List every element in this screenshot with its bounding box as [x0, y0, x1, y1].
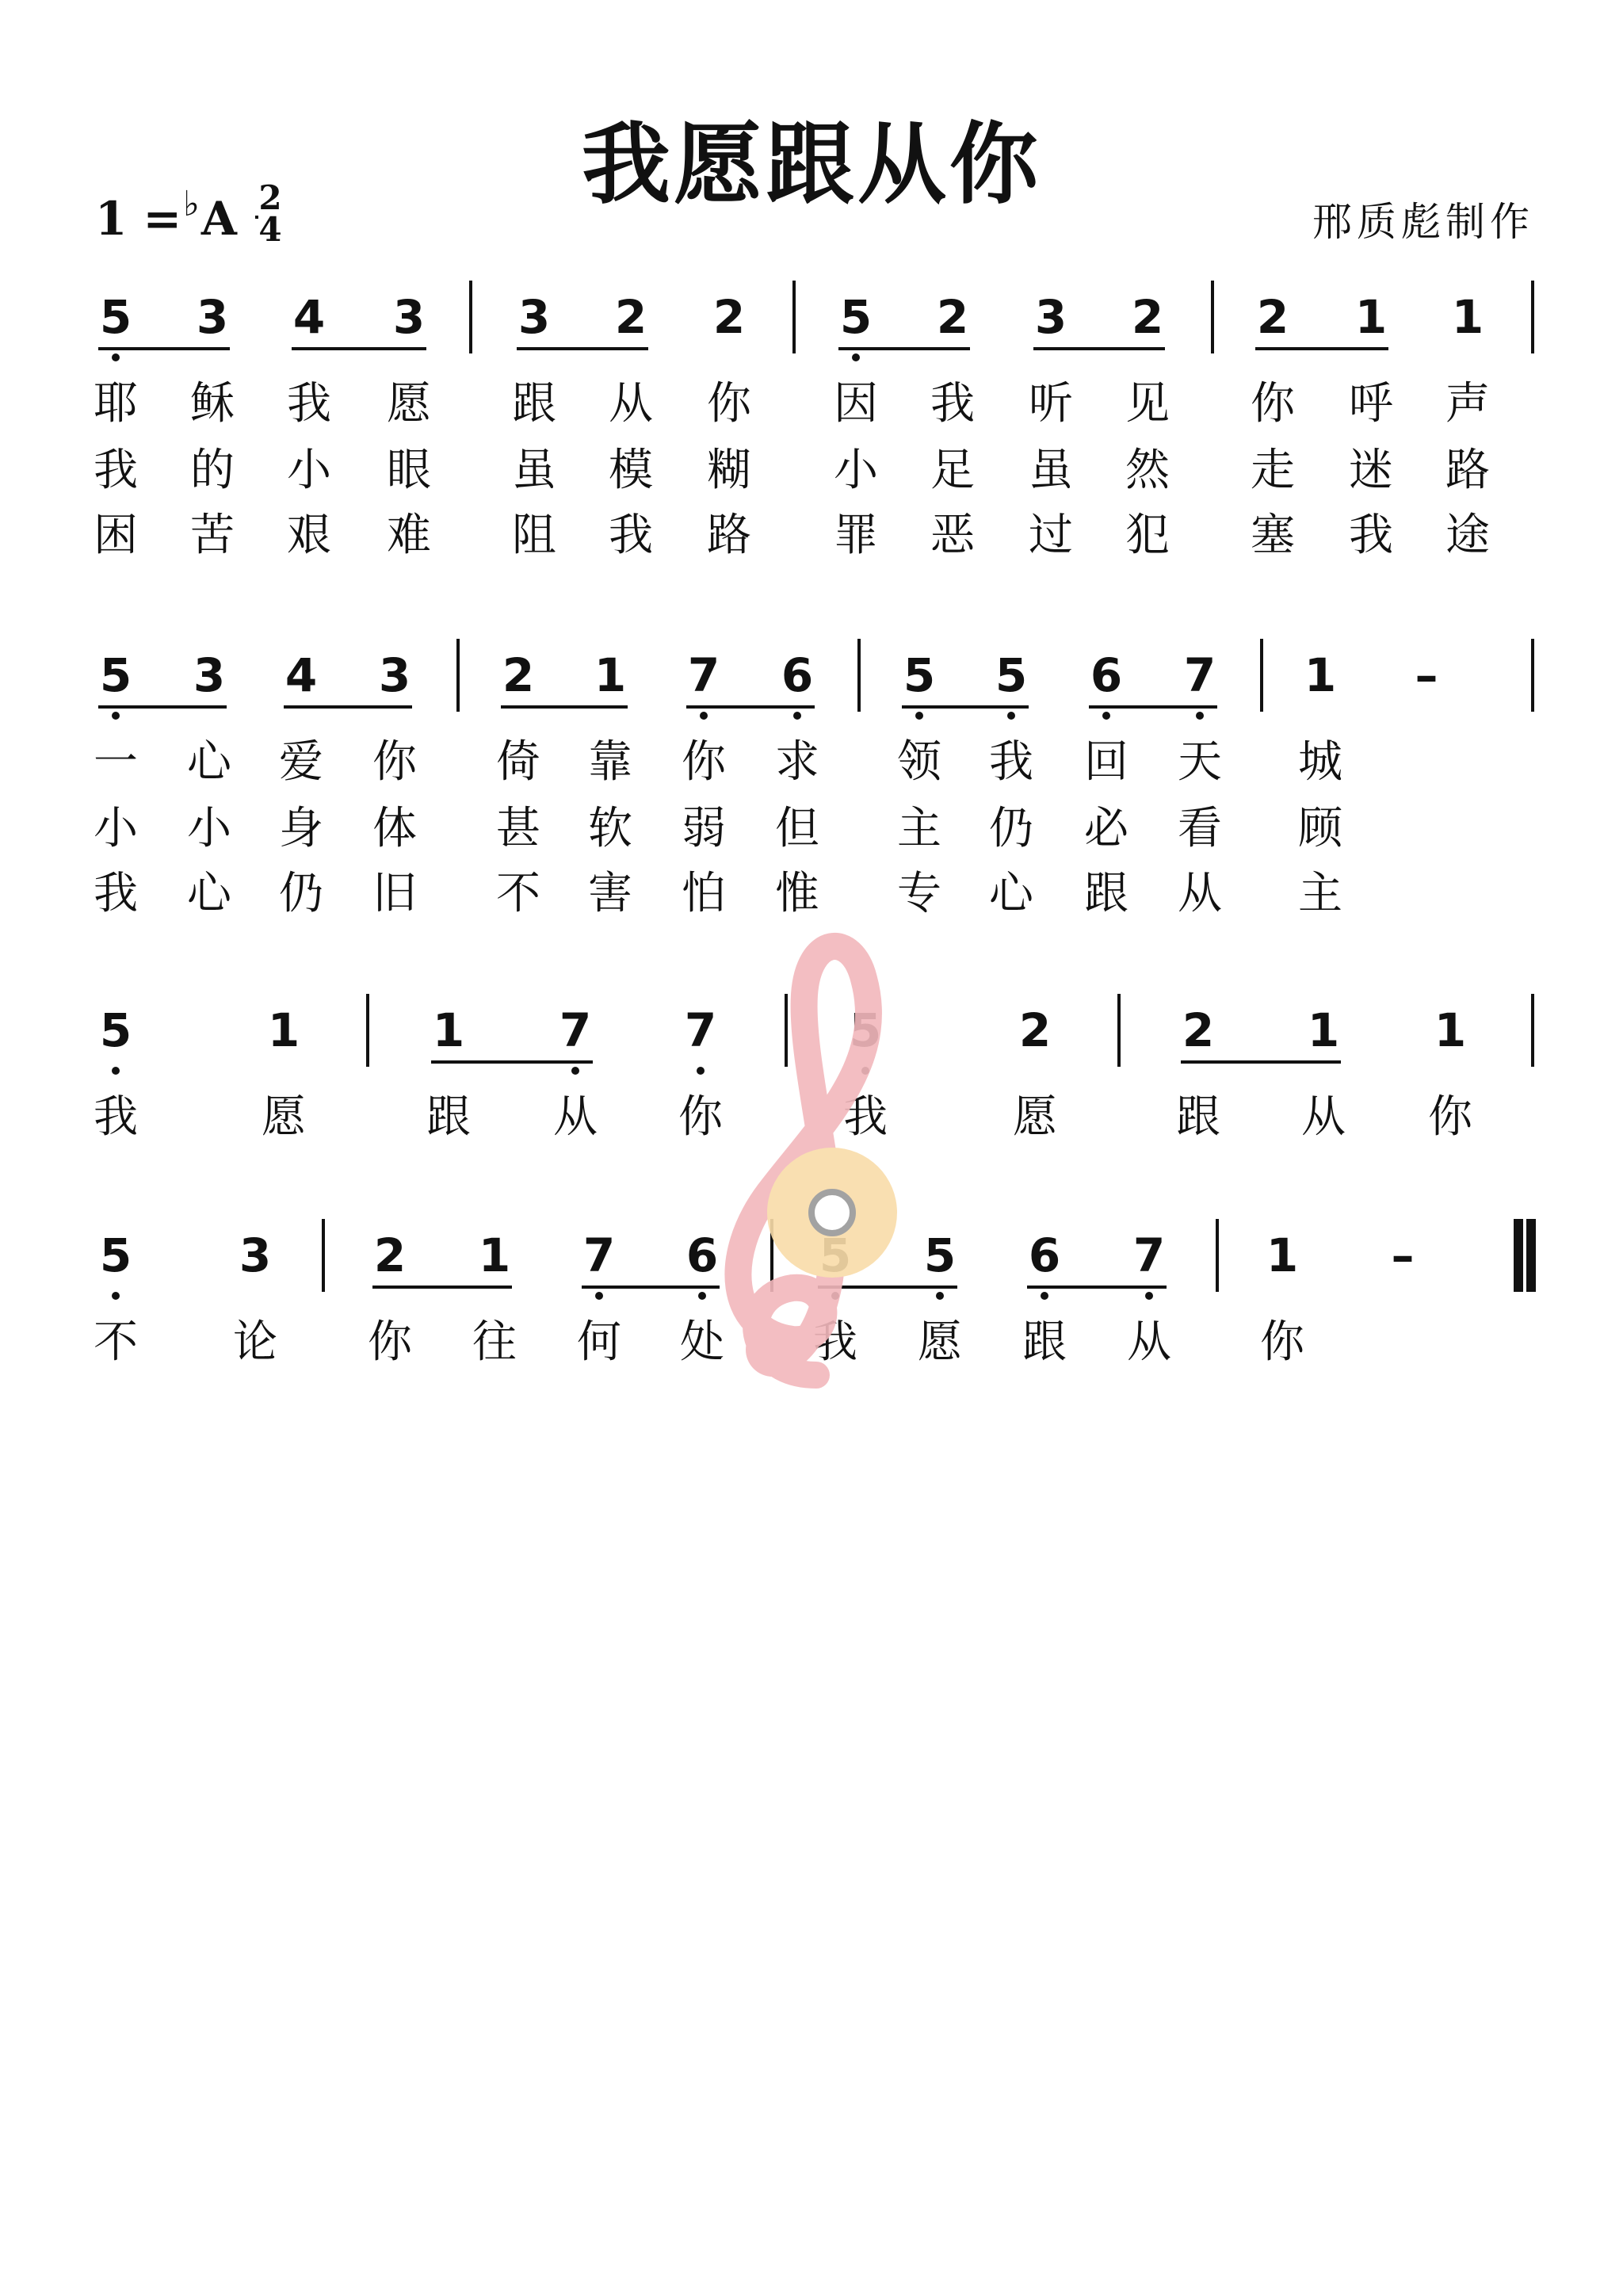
lyric-char: 求 — [775, 736, 819, 788]
time-signature-line — [255, 216, 258, 219]
note: 1 — [432, 1003, 465, 1057]
time-signature — [252, 178, 288, 249]
lyric-char: 从 — [1178, 868, 1222, 919]
lyric-char: 怕 — [682, 868, 726, 919]
lyric-char: 你 — [368, 1316, 412, 1368]
lyric-char: 跟 — [426, 1091, 471, 1143]
lyric-char: 从 — [609, 378, 653, 430]
lyric-char: 足 — [930, 445, 975, 496]
note: 3 — [239, 1228, 272, 1282]
note: 1 — [1307, 1003, 1340, 1057]
lyric-char: 你 — [1428, 1091, 1472, 1143]
lyric-char: 必 — [1084, 803, 1128, 854]
lyric-char: 往 — [472, 1316, 517, 1368]
barline — [1260, 639, 1263, 712]
note: 2 — [614, 290, 647, 344]
low-octave-dot — [1102, 712, 1110, 720]
eighth-beam — [431, 1060, 593, 1064]
lyric-char: 专 — [897, 868, 941, 919]
note: 1 — [1304, 648, 1337, 702]
song-title: 我愿跟从你 — [582, 113, 1041, 216]
key-prefix: 1 = — [95, 192, 182, 246]
lyric-char: 因 — [834, 378, 878, 430]
lyric-char: 软 — [588, 803, 632, 854]
eighth-beam — [501, 705, 628, 709]
eighth-beam — [686, 705, 815, 709]
lyric-char: 我 — [989, 736, 1033, 788]
eighth-beam — [292, 347, 426, 350]
lyric-char: 虽 — [512, 445, 556, 496]
barline — [1216, 1219, 1219, 1292]
note: 1 — [267, 1003, 300, 1057]
lyric-char: 跟 — [1084, 868, 1128, 919]
low-octave-dot — [852, 353, 860, 361]
lyric-char: 仍 — [279, 868, 323, 919]
lyric-char: 愿 — [1013, 1091, 1057, 1143]
note: 2 — [1131, 290, 1164, 344]
lyric-char: 你 — [682, 736, 726, 788]
low-octave-dot — [112, 712, 120, 720]
note: 5 — [99, 1228, 132, 1282]
lyric-char: 糊 — [707, 445, 751, 496]
lyric-char: 从 — [1301, 1091, 1346, 1143]
note: 3 — [1034, 290, 1067, 344]
eighth-beam — [98, 347, 230, 350]
lyric-char: 塞 — [1251, 510, 1295, 561]
note: 2 — [1256, 290, 1289, 344]
note: 5 — [903, 648, 936, 702]
lyric-char: 小 — [94, 803, 138, 854]
lyric-char: 旧 — [372, 868, 417, 919]
note: 3 — [193, 648, 226, 702]
eighth-beam — [1033, 347, 1165, 350]
low-octave-dot — [595, 1292, 603, 1300]
note: 6 — [781, 648, 814, 702]
lyric-char: 我 — [1349, 510, 1393, 561]
lyric-char: 跟 — [512, 378, 556, 430]
lyric-char: 我 — [94, 1091, 138, 1143]
lyric-char: 我 — [813, 1316, 857, 1368]
low-octave-dot — [571, 1067, 579, 1075]
eighth-beam — [1027, 1286, 1167, 1289]
lyric-char: 走 — [1251, 445, 1295, 496]
note: 7 — [582, 1228, 616, 1282]
eighth-beam — [284, 705, 412, 709]
lyric-char: 模 — [609, 445, 653, 496]
lyric-char: 你 — [1260, 1316, 1304, 1368]
lyric-char: 一 — [94, 736, 138, 788]
lyric-char: 我 — [94, 868, 138, 919]
lyric-char: 我 — [287, 378, 331, 430]
key-letter: A — [200, 192, 237, 246]
barline — [469, 281, 472, 353]
time-signature-top: 2 — [258, 178, 282, 217]
lyric-char: 我 — [930, 378, 975, 430]
note: 3 — [392, 290, 426, 344]
lyric-char: 跟 — [1022, 1316, 1067, 1368]
low-octave-dot — [1007, 712, 1015, 720]
lyric-char: 天 — [1178, 736, 1222, 788]
key-signature — [95, 184, 237, 246]
lyric-char: 惟 — [775, 868, 819, 919]
lyric-char: 路 — [707, 510, 751, 561]
note: 5 — [849, 1003, 882, 1057]
lyric-char: 愿 — [262, 1091, 306, 1143]
lyric-char: 我 — [843, 1091, 888, 1143]
lyric-char: 耶 — [94, 378, 138, 430]
barline — [792, 281, 796, 353]
lyric-char: 你 — [678, 1091, 723, 1143]
note: 4 — [285, 648, 318, 702]
lyric-char: 从 — [553, 1091, 598, 1143]
lyric-char: 小 — [287, 445, 331, 496]
time-signature-bottom: 4 — [258, 210, 282, 249]
low-octave-dot — [112, 1292, 120, 1300]
lyric-char: 听 — [1029, 378, 1073, 430]
note: 5 — [99, 648, 132, 702]
lyric-char: 论 — [233, 1316, 277, 1368]
lyric-char: 的 — [190, 445, 235, 496]
lyric-char: 途 — [1445, 510, 1490, 561]
lyric-char: 处 — [680, 1316, 724, 1368]
lyric-char: 迷 — [1349, 445, 1393, 496]
lyric-char: 困 — [94, 510, 138, 561]
credit-text: 邢质彪制作 — [1312, 199, 1534, 245]
lyric-char: 你 — [707, 378, 751, 430]
eighth-beam — [838, 347, 970, 350]
eighth-beam — [517, 347, 648, 350]
lyric-char: 主 — [897, 803, 941, 854]
lyric-char: 犯 — [1125, 510, 1170, 561]
lyric-char: 罪 — [834, 510, 878, 561]
lyric-char: 你 — [372, 736, 417, 788]
lyric-char: 仍 — [989, 803, 1033, 854]
note: 6 — [1028, 1228, 1061, 1282]
low-octave-dot — [700, 712, 708, 720]
barline — [456, 639, 460, 712]
eighth-beam — [902, 705, 1029, 709]
lyric-char: 见 — [1125, 378, 1170, 430]
note: 2 — [1018, 1003, 1052, 1057]
note: 6 — [1090, 648, 1123, 702]
note: 7 — [1132, 1228, 1166, 1282]
lyric-char: 何 — [577, 1316, 621, 1368]
barline — [1531, 639, 1534, 712]
lyric-char: 爱 — [279, 736, 323, 788]
lyric-char: 虽 — [1029, 445, 1073, 496]
note: 2 — [712, 290, 746, 344]
final-barline-thin — [1514, 1219, 1517, 1292]
note: 1 — [1354, 290, 1388, 344]
lyric-char: 阻 — [512, 510, 556, 561]
lyric-char: 路 — [1445, 445, 1490, 496]
lyric-char: 愿 — [387, 378, 431, 430]
lyric-char: 倚 — [496, 736, 540, 788]
lyric-char: 回 — [1084, 736, 1128, 788]
note: 7 — [559, 1003, 592, 1057]
low-octave-dot — [915, 712, 923, 720]
note: 1 — [1434, 1003, 1467, 1057]
lyric-char: 身 — [279, 803, 323, 854]
lyric-char: 顾 — [1298, 803, 1342, 854]
lyric-char: 从 — [1127, 1316, 1171, 1368]
lyric-char: 声 — [1445, 378, 1490, 430]
lyric-char: 愿 — [918, 1316, 962, 1368]
note: 4 — [292, 290, 326, 344]
note: 3 — [196, 290, 229, 344]
low-octave-dot — [793, 712, 801, 720]
lyric-char: 小 — [187, 803, 231, 854]
note: 5 — [839, 290, 873, 344]
lyric-char: 你 — [1251, 378, 1295, 430]
note: 5 — [923, 1228, 957, 1282]
lyric-char: 难 — [387, 510, 431, 561]
lyric-char: 过 — [1029, 510, 1073, 561]
final-barline — [1526, 1219, 1536, 1292]
note: 1 — [1451, 290, 1484, 344]
barline — [1531, 994, 1534, 1067]
low-octave-dot — [112, 1067, 120, 1075]
low-octave-dot — [936, 1292, 944, 1300]
eighth-beam — [1089, 705, 1217, 709]
note: 7 — [684, 1003, 717, 1057]
barline — [857, 639, 861, 712]
lyric-char: 甚 — [496, 803, 540, 854]
note: 5 — [995, 648, 1028, 702]
flat-symbol: ♭ — [183, 184, 200, 224]
lyric-char: 苦 — [190, 510, 235, 561]
note: 5 — [99, 290, 132, 344]
lyric-char: 心 — [989, 868, 1033, 919]
lyric-char: 眼 — [387, 445, 431, 496]
lyric-char: 跟 — [1176, 1091, 1220, 1143]
barline — [322, 1219, 325, 1292]
low-octave-dot — [112, 353, 120, 361]
lyric-char: 稣 — [190, 378, 235, 430]
lyric-char: 小 — [834, 445, 878, 496]
barline — [1211, 281, 1214, 353]
note: 2 — [502, 648, 535, 702]
lyric-char: 我 — [609, 510, 653, 561]
barline — [366, 994, 369, 1067]
note: 2 — [936, 290, 969, 344]
lyric-char: 不 — [94, 1316, 138, 1368]
eighth-beam — [98, 705, 227, 709]
lyric-char: 看 — [1178, 803, 1222, 854]
lyric-char: 心 — [187, 868, 231, 919]
barline — [1531, 281, 1534, 353]
low-octave-dot — [1145, 1292, 1153, 1300]
note: 2 — [373, 1228, 407, 1282]
eighth-beam — [372, 1286, 512, 1289]
eighth-beam — [1255, 347, 1388, 350]
lyric-char: 弱 — [682, 803, 726, 854]
note: 1 — [1266, 1228, 1299, 1282]
note: – — [1391, 1228, 1415, 1282]
note: 1 — [594, 648, 627, 702]
eighth-beam — [1181, 1060, 1341, 1064]
note: 7 — [687, 648, 720, 702]
note: 2 — [1182, 1003, 1215, 1057]
low-octave-dot — [1041, 1292, 1048, 1300]
barline — [1117, 994, 1121, 1067]
note: 7 — [1183, 648, 1216, 702]
lyric-char: 心 — [187, 736, 231, 788]
lyric-char: 呼 — [1349, 378, 1393, 430]
treble-clef-watermark — [697, 931, 935, 1391]
lyric-char: 体 — [372, 803, 417, 854]
lyric-char: 艰 — [287, 510, 331, 561]
lyric-char: 恶 — [930, 510, 975, 561]
note: 6 — [685, 1228, 719, 1282]
lyric-char: 不 — [496, 868, 540, 919]
note: – — [1415, 648, 1438, 702]
lyric-char: 城 — [1298, 736, 1342, 788]
note: 3 — [517, 290, 551, 344]
lyric-char: 害 — [588, 868, 632, 919]
lyric-char: 然 — [1125, 445, 1170, 496]
lyric-char: 但 — [775, 803, 819, 854]
lyric-char: 我 — [94, 445, 138, 496]
low-octave-dot — [1196, 712, 1204, 720]
lyric-char: 靠 — [588, 736, 632, 788]
note: 5 — [99, 1003, 132, 1057]
lyric-char: 主 — [1298, 868, 1342, 919]
lyric-char: 领 — [897, 736, 941, 788]
note: 3 — [378, 648, 411, 702]
note: 1 — [478, 1228, 511, 1282]
